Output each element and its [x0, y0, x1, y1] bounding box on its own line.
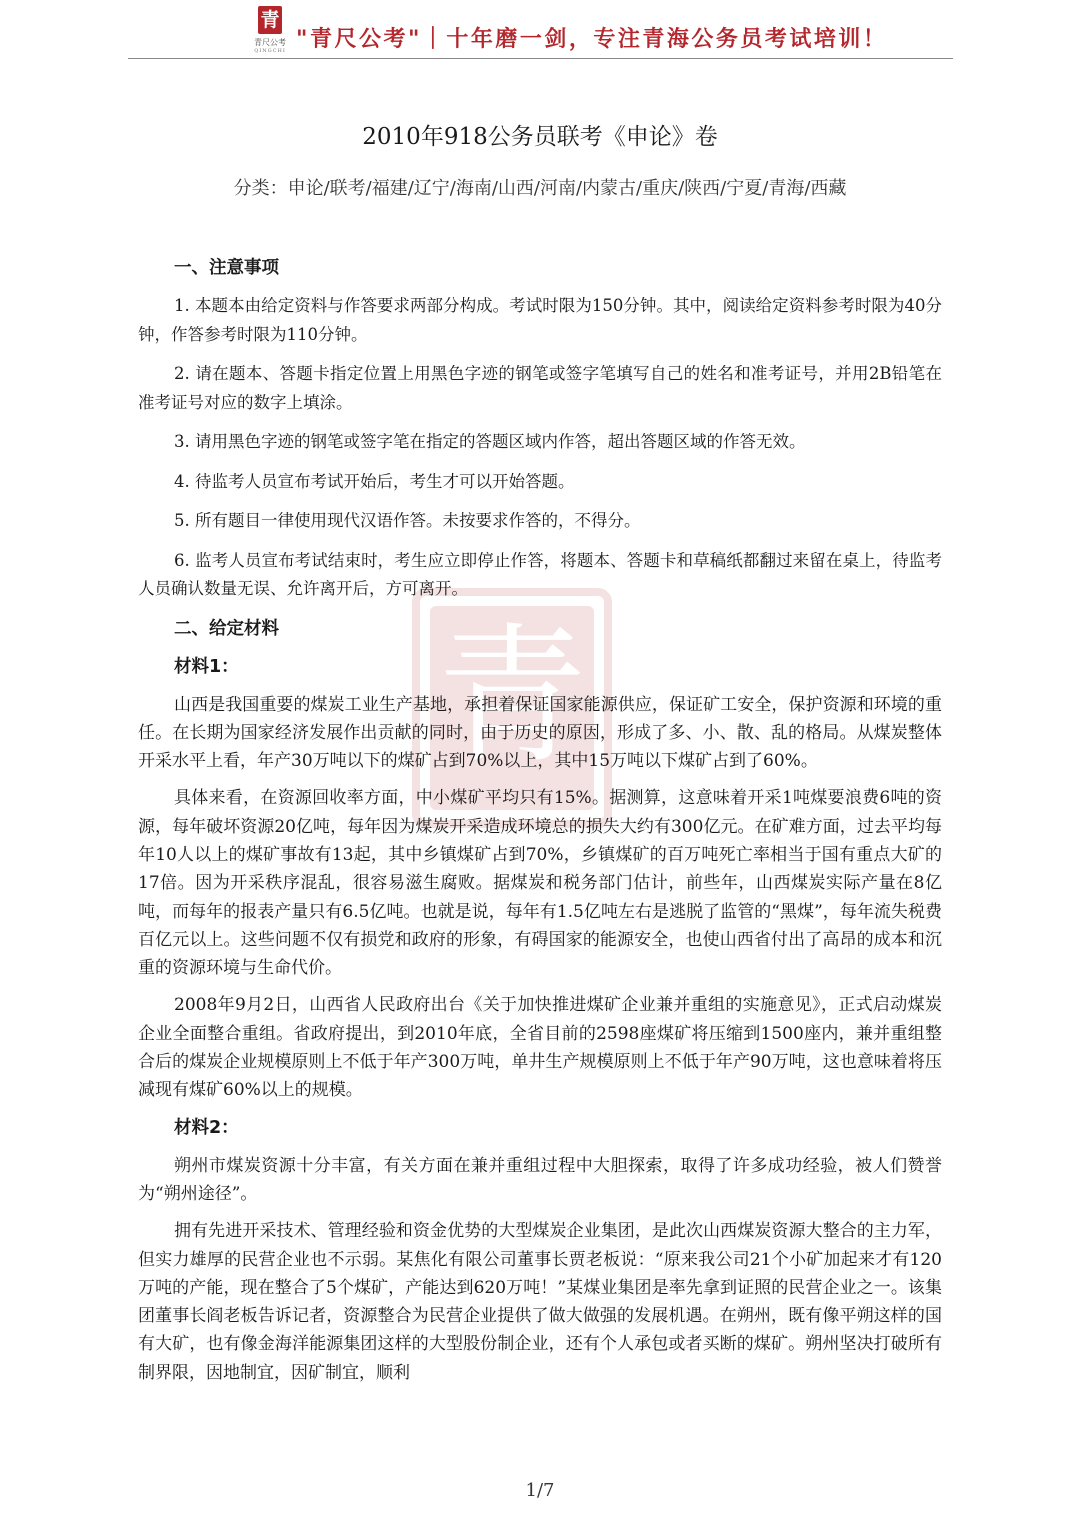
material-paragraph: 2008年9月2日，山西省人民政府出台《关于加快推进煤矿企业兼并重组的实施意见》，正式启动煤炭企业全面整合重组。省政府提出，到2010年底，全省目前的2598座煤矿将压缩到1500座内，兼并重组整合后的煤炭企业规模原则上不低于年产300万吨，单井生产规模原则上不低于年产90万吨，这也意味着将压减现有煤矿60%以上的规模。	[138, 995, 942, 1101]
page-number: 1/7	[525, 1480, 555, 1501]
header-slogan: "青尺公考"｜十年磨一剑，专注青海公务员考试培训！	[296, 26, 888, 52]
note-item: 6. 监考人员宣布考试结束时，考生应立即停止作答，将题本、答题卡和草稿纸都翻过来留在桌上，待监考人员确认数量无误、允许离开后，方可离开。	[138, 550, 942, 598]
material-1-label: 材料1：	[174, 656, 239, 677]
material-paragraph: 山西是我国重要的煤炭工业生产基地，承担着保证国家能源供应，保证矿工安全，保护资源和环境的重任。在长期为国家经济发展作出贡献的同时，由于历史的原因，形成了多、小、散、乱的格局。从煤炭整体开采水平上看，年产30万吨以下的煤矿占到70%以上，其中15万吨以下煤矿占到了60%。	[138, 694, 942, 772]
watermark-glyph: 青	[436, 610, 588, 784]
note-item: 3. 请用黑色字迹的钢笔或签字笔在指定的答题区域内作答，超出答题区域的作答无效。	[174, 432, 806, 451]
document-body	[138, 254, 942, 1396]
section-heading-materials: 二、给定材料	[174, 618, 279, 639]
material-paragraph: 朔州市煤炭资源十分丰富，有关方面在兼并重组过程中大胆探索，取得了许多成功经验，被人们赞誉为“朔州途径”。	[138, 1155, 942, 1204]
page-header	[128, 6, 953, 59]
note-item: 1. 本题本由给定资料与作答要求两部分构成。考试时限为150分钟。其中，阅读给定资料参考时限为40分钟，作答参考时限为110分钟。	[138, 296, 942, 344]
note-item: 2. 请在题本、答题卡指定位置上用黑色字迹的钢笔或签字笔填写自己的姓名和准考证号，并用2B铅笔在准考证号对应的数字上填涂。	[138, 364, 942, 412]
logo-caption-en: QINGCHI	[254, 48, 286, 54]
logo-seal-icon: 青	[258, 6, 282, 34]
note-item: 4. 待监考人员宣布考试开始后，考生才可以开始答题。	[174, 471, 575, 491]
logo-caption: 青尺公考	[254, 38, 286, 47]
material-paragraph: 具体来看，在资源回收率方面，中小煤矿平均只有15%。据测算，这意味着开采1吨煤要浪费6吨的资源，每年破坏资源20亿吨，每年因为煤炭开采造成环境总的损失大约有300亿元。在矿难方面，过去平均每年10人以上的煤矿事故有13起，其中乡镇煤矿占到70%，乡镇煤矿的百万吨死亡率相当于国有重点大矿的17倍。因为开采秩序混乱，很容易滋生腐败。据煤炭和税务部门估计，前些年，山西煤炭实际产量在8亿吨，而每年的报表产量只有6.5亿吨。也就是说，每年有1.5亿吨左右是逃脱了监管的“黑煤”，每年流失税费百亿元以上。这些问题不仅有损党和政府的形象，有碍国家的能源安全，也使山西省付出了高昂的成本和沉重的资源环境与生命代价。	[138, 788, 942, 979]
note-item: 5. 所有题目一律使用现代汉语作答。未按要求作答的，不得分。	[174, 511, 641, 530]
brand-logo	[248, 6, 288, 56]
document-title: 2010年918公务员联考《申论》卷	[362, 124, 718, 150]
material-2-label: 材料2：	[174, 1117, 239, 1138]
document-category: 分类：申论/联考/福建/辽宁/海南/山西/河南/内蒙古/重庆/陕西/宁夏/青海/西藏	[233, 178, 847, 199]
section-heading-notes: 一、注意事项	[174, 258, 279, 278]
material-paragraph: 拥有先进开采技术、管理经验和资金优势的大型煤炭企业集团，是此次山西煤炭资源大整合的主力军，但实力雄厚的民营企业也不示弱。某焦化有限公司董事长贾老板说：“原来我公司21个小矿加起来才有120万吨的产能，现在整合了5个煤矿，产能达到620万吨！”某煤业集团是率先拿到证照的民营企业之一。该集团董事长阎老板告诉记者，资源整合为民营企业提供了做大做强的发展机遇。在朔州，既有像平朔这样的国有大矿，也有像金海洋能源集团这样的大型股份制企业，还有个人承包或者买断的煤矿。朔州坚决打破所有制界限，因地制宜，因矿制宜，顺利	[138, 1221, 942, 1383]
